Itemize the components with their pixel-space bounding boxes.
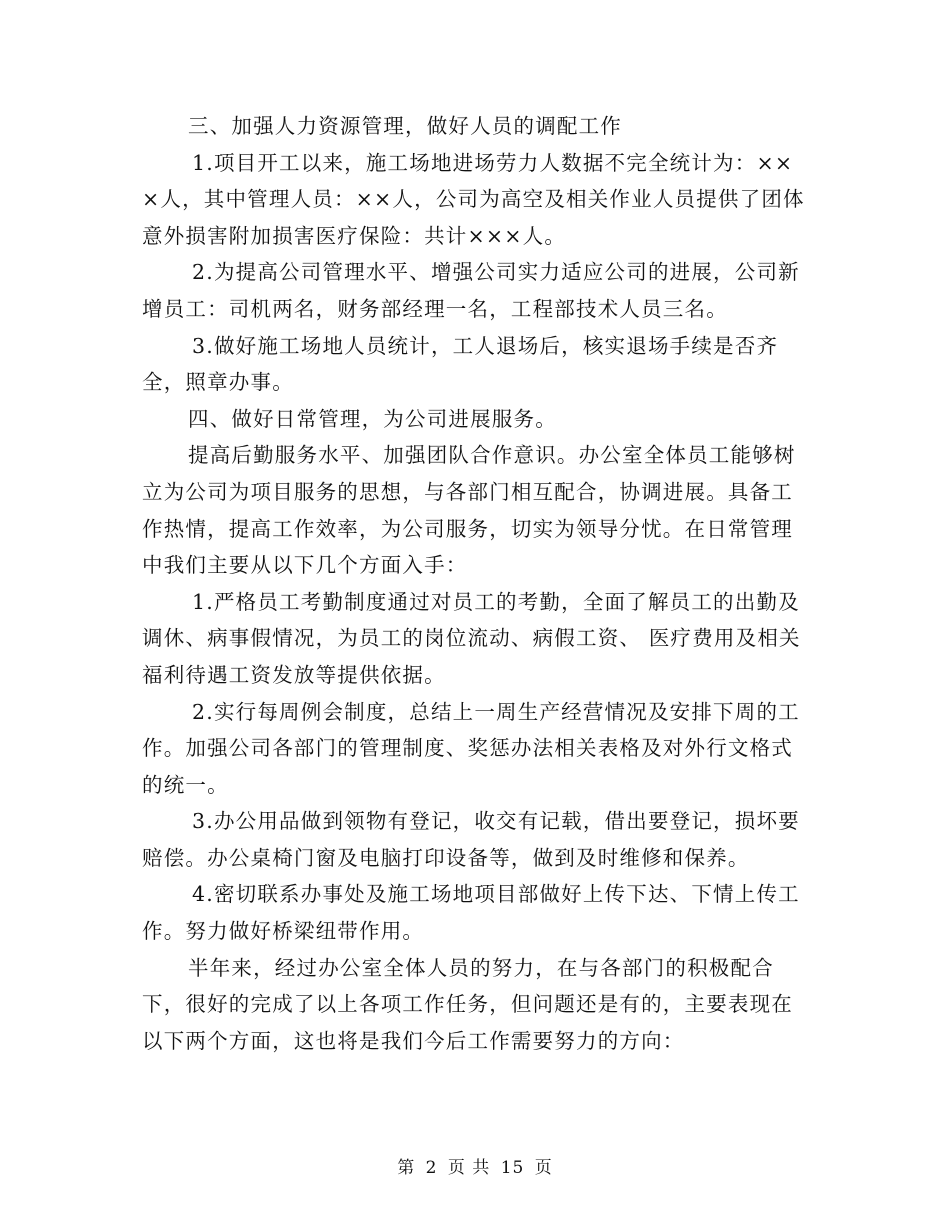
footer-current-page: 2 xyxy=(425,1158,438,1178)
paragraph-item-attendance: 1.严格员工考勤制度通过对员工的考勤，全面了解员工的出勤及调休、病事假情况，为员工的岗位流动、病假工资、 医疗费用及相关福利待遇工资发放等提供依据。 xyxy=(142,589,801,687)
paragraph-item-3: 3.做好施工场地人员统计，工人退场后，核实退场手续是否齐全，照章办事。 xyxy=(142,333,779,395)
paragraph-item-2: 2.为提高公司管理水平、增强公司实力适应公司的进展，公司新增员工：司机两名，财务部经理一名，工程部技术人员三名。 xyxy=(142,260,800,321)
paragraph-item-1: 1.项目开工以来，施工场地进场劳力人数据不完全统计为：×××人，其中管理人员：××人，公司为高空及相关作业人员提供了团体意外损害附加损害医疗保险：共计×××人。 xyxy=(142,150,805,248)
section-heading-hr: 三、加强人力资源管理，做好人员的调配工作 xyxy=(188,114,622,138)
paragraph-item-office-supplies: 3.办公用品做到领物有登记，收交有记载，借出要登记，损坏要赔偿。办公桌椅门窗及电脑打印设备等，做到及时维修和保养。 xyxy=(142,809,800,870)
footer-middle: 页 共 xyxy=(447,1158,491,1178)
paragraph-item-weekly-meeting: 2.实行每周例会制度，总结上一周生产经营情况及安排下周的工作。加强公司各部门的管理制度、奖惩办法相关表格及对外行文格式的统一。 xyxy=(142,699,800,797)
document-body xyxy=(142,108,808,1059)
section-heading-daily-management: 四、做好日常管理，为公司进展服务。 xyxy=(188,406,557,431)
footer-prefix: 第 xyxy=(397,1158,416,1178)
footer-total-pages: 15 xyxy=(500,1158,525,1178)
paragraph-body-intro: 提高后勤服务水平、加强团队合作意识。办公室全体员工能够树立为公司为项目服务的思想，与各部门相互配合，协调进展。具备工作热情，提高工作效率，为公司服务，切实为领导分忧。在日常管理中我们主要从以下几个方面入手： xyxy=(142,443,796,578)
footer-suffix: 页 xyxy=(534,1158,553,1178)
page-footer xyxy=(0,1153,950,1178)
paragraph-body-summary: 半年来，经过办公室全体人员的努力，在与各部门的积极配合下，很好的完成了以上各项工作任务，但问题还是有的，主要表现在以下两个方面，这也将是我们今后工作需要努力的方向： xyxy=(142,955,793,1053)
paragraph-item-liaison: 4.密切联系办事处及施工场地项目部做好上传下达、下情上传工作。努力做好桥梁纽带作用。 xyxy=(142,882,800,944)
